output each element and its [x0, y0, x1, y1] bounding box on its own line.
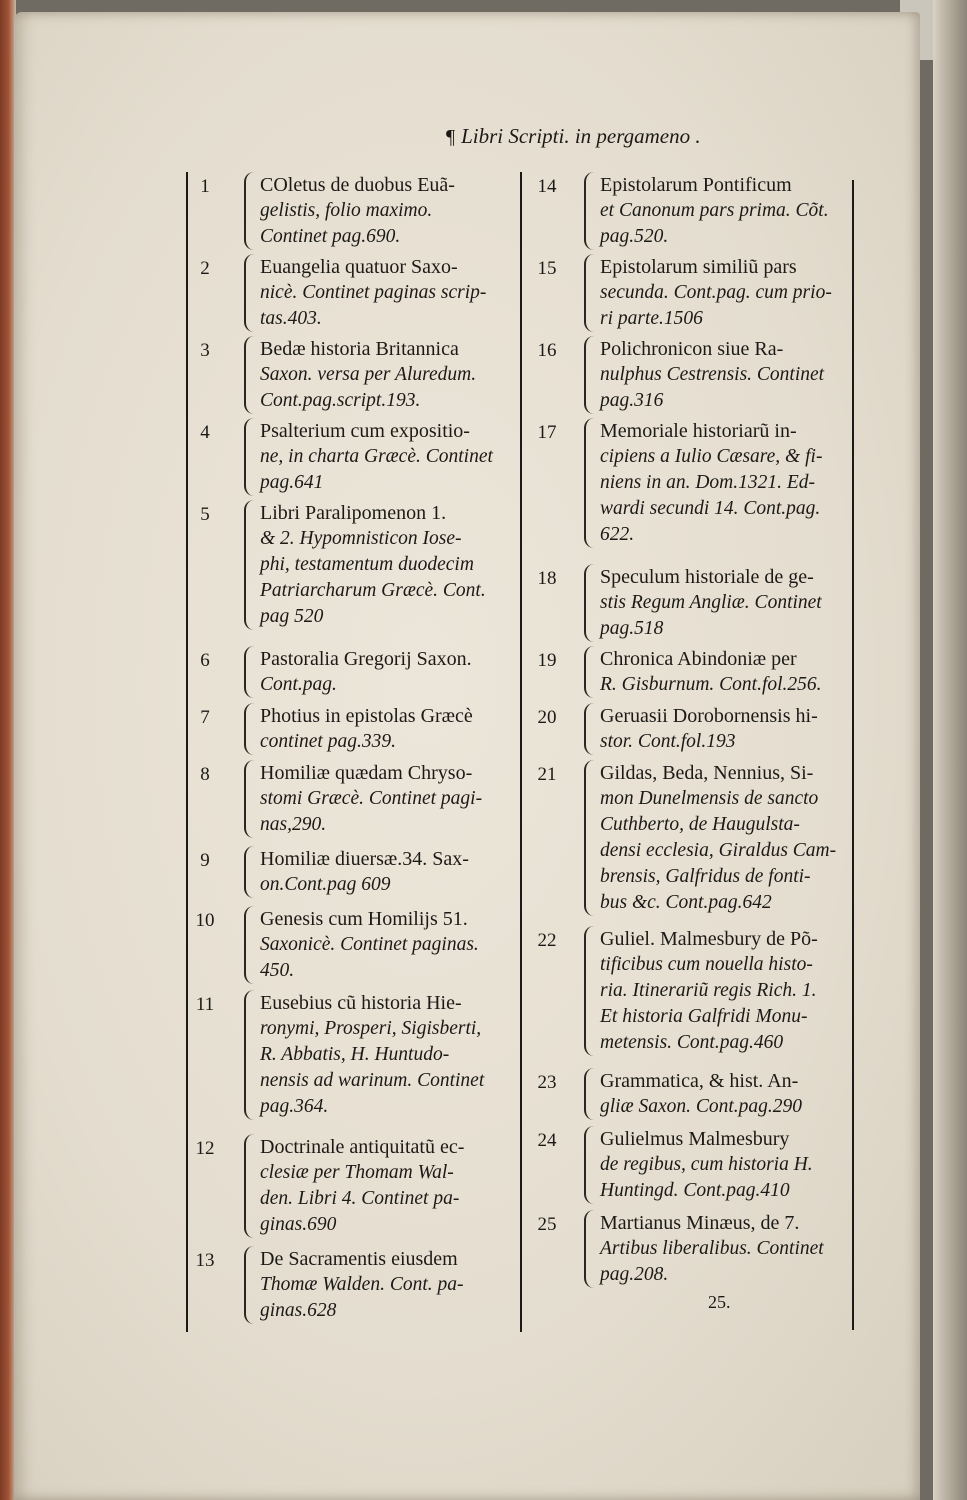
right-entry-line: Polichronicon siue Ra- [600, 338, 784, 360]
right-entry-line: Epistolarum Pontificum [600, 174, 792, 196]
right-entry-line: metensis. Cont.pag.460 [600, 1032, 784, 1053]
right-entry [584, 336, 824, 414]
left-entry-line: COletus de duobus Euã- [260, 174, 455, 196]
pilcrow-mark: ¶ [446, 126, 456, 148]
left-entry [244, 990, 484, 1120]
left-entry-number: 3 [200, 340, 210, 361]
left-entry-line: ne, in charta Græcè. Continet [260, 446, 493, 467]
middle-column-rule [520, 172, 522, 1332]
right-entry [584, 703, 818, 755]
right-entry-number: 21 [537, 764, 557, 785]
right-entry-number: 15 [537, 258, 557, 279]
right-column-rule [852, 180, 854, 1330]
left-entry [244, 172, 455, 250]
page-stack-edge [933, 0, 967, 1500]
right-entry [584, 1210, 824, 1288]
left-entry-line: R. Abbatis, H. Huntudo- [260, 1044, 450, 1065]
right-entry-number: 19 [537, 650, 557, 671]
left-entry [244, 1246, 464, 1324]
right-entry-line: stor. Cont.fol.193 [600, 731, 736, 752]
left-entry-number: 9 [200, 850, 210, 871]
right-entry-line: Cuthberto, de Haugulsta- [600, 814, 800, 835]
left-entry-number: 2 [200, 258, 210, 279]
right-entry-line: Geruasii Dorobornensis hi- [600, 705, 818, 727]
left-entry-line: Pastoralia Gregorij Saxon. [260, 648, 472, 670]
right-entry [584, 254, 832, 332]
left-entry [244, 760, 482, 838]
left-entry [244, 703, 473, 755]
left-entry [244, 254, 486, 332]
right-entry-line: gliæ Saxon. Cont.pag.290 [600, 1096, 803, 1117]
left-entry-line: Continet pag.690. [260, 226, 401, 247]
right-entry-line: R. Gisburnum. Cont.fol.256. [600, 674, 822, 695]
left-entry [244, 1134, 464, 1238]
left-entry-number: 5 [200, 504, 210, 525]
right-entry-line: Epistolarum similiũ pars [600, 256, 797, 278]
right-entry-line: secunda. Cont.pag. cum prio- [600, 282, 832, 303]
left-entry-line: 450. [260, 960, 295, 981]
right-entry-line: nulphus Cestrensis. Continet [600, 364, 825, 385]
left-entry-number: 10 [195, 910, 215, 931]
right-entry [584, 646, 822, 698]
right-entry-line: densi ecclesia, Giraldus Cam- [600, 840, 837, 861]
left-entry-line: ginas.690 [260, 1214, 337, 1235]
left-entry-line: Genesis cum Homilijs 51. [260, 908, 468, 930]
left-entry-number: 1 [200, 176, 210, 197]
right-entry-line: Speculum historiale de ge- [600, 566, 814, 588]
right-entry [584, 172, 829, 250]
left-entry-line: Bedæ historia Britannica [260, 338, 459, 360]
left-entry-line: nicè. Continet paginas scrip- [260, 282, 487, 303]
left-entry [244, 646, 472, 698]
right-entry-line: pag.520. [600, 226, 669, 247]
left-entry-line: Doctrinale antiquitatũ ec- [260, 1136, 465, 1158]
left-entry-line: Euangelia quatuor Saxo- [260, 256, 458, 278]
right-entry-number: 17 [537, 422, 557, 443]
right-entry-line: stis Regum Angliæ. Continet [600, 592, 822, 613]
right-entry-line: Gulielmus Malmesbury [600, 1128, 790, 1150]
left-entry-line: pag 520 [260, 606, 324, 627]
left-entry-line: gelistis, folio maximo. [260, 200, 433, 221]
left-entry-line: Patriarcharum Græcè. Cont. [260, 580, 486, 601]
right-entry-line: Martianus Minæus, de 7. [600, 1212, 800, 1234]
left-entry [244, 906, 479, 984]
left-entry-number: 4 [200, 422, 210, 443]
left-entry [244, 418, 493, 496]
right-entry [584, 926, 818, 1056]
right-entry-number: 25 [537, 1214, 557, 1235]
page-header [446, 124, 776, 156]
left-entry-line: tas.403. [260, 308, 322, 329]
right-entry-line: ri parte.1506 [600, 308, 703, 329]
right-entry-line: Chronica Abindoniæ per [600, 648, 797, 670]
right-entry-line: Et historia Galfridi Monu- [600, 1006, 808, 1027]
right-entry-line: Huntingd. Cont.pag.410 [600, 1180, 790, 1201]
left-entry-line: den. Libri 4. Continet pa- [260, 1188, 460, 1209]
right-entry-line: Grammatica, & hist. An- [600, 1070, 799, 1092]
right-entry-line: de regibus, cum historia H. [600, 1154, 813, 1175]
left-entry [244, 336, 476, 414]
left-entry-number: 13 [195, 1250, 215, 1271]
left-entry [244, 846, 469, 898]
left-entry-number: 8 [200, 764, 210, 785]
right-entry-number: 18 [537, 568, 557, 589]
left-entry-line: ginas.628 [260, 1300, 337, 1321]
right-entry-line: Artibus liberalibus. Continet [600, 1238, 824, 1259]
left-entry-number: 6 [200, 650, 210, 671]
right-entry-line: cipiens a Iulio Cæsare, & fi- [600, 446, 823, 467]
right-entry-number: 24 [537, 1130, 557, 1151]
left-entry-line: Homiliæ diuersæ.34. Sax- [260, 848, 469, 870]
catchword: 25. [708, 1292, 731, 1312]
right-entry-line: pag.518 [600, 618, 664, 639]
left-entry-line: Saxon. versa per Aluredum. [260, 364, 477, 385]
right-entry [584, 564, 822, 642]
left-entry-line: phi, testamentum duodecim [260, 554, 474, 575]
left-entry-line: Cont.pag. [260, 674, 337, 695]
right-entry [584, 1126, 813, 1204]
right-entry-line: bus &c. Cont.pag.642 [600, 892, 772, 913]
right-entry-line: pag.208. [600, 1264, 669, 1285]
left-entry-number: 12 [195, 1138, 215, 1159]
right-entry [584, 760, 836, 916]
left-entry-line: De Sacramentis eiusdem [260, 1248, 458, 1270]
left-entry-line: Homiliæ quædam Chryso- [260, 762, 473, 784]
right-entry-line: Guliel. Malmesbury de Põ- [600, 928, 818, 950]
left-entry-line: Psalterium cum expositio- [260, 420, 470, 442]
left-entry-line: Libri Paralipomenon 1. [260, 502, 447, 524]
right-entry-line: brensis, Galfridus de fonti- [600, 866, 811, 887]
right-entry-line: niens in an. Dom.1321. Ed- [600, 472, 816, 493]
right-entry-line: wardi secundi 14. Cont.pag. [600, 498, 821, 519]
right-entry-line: Gildas, Beda, Nennius, Si- [600, 762, 814, 784]
right-entry [584, 1068, 802, 1120]
right-entry [584, 418, 822, 548]
left-entry-line: Cont.pag.script.193. [260, 390, 421, 411]
left-entry-line: nensis ad warinum. Continet [260, 1070, 485, 1091]
right-entry-number: 14 [537, 176, 557, 197]
left-entry [244, 500, 486, 630]
left-entry-line: nas,290. [260, 814, 327, 835]
right-entry-line: mon Dunelmensis de sancto [600, 788, 819, 809]
left-entry-line: & 2. Hypomnisticon Iose- [260, 528, 462, 549]
right-entry-line: 622. [600, 524, 635, 545]
header-title: Libri Scripti. in pergameno . [461, 124, 701, 148]
left-entry-line: on.Cont.pag 609 [260, 874, 391, 895]
right-entry-line: tificibus cum nouella histo- [600, 954, 813, 975]
left-entry-line: Thomæ Walden. Cont. pa- [260, 1274, 464, 1295]
left-entry-line: clesiæ per Thomam Wal- [260, 1162, 454, 1183]
right-entry-number: 23 [537, 1072, 557, 1093]
right-entry-line: et Canonum pars prima. Cõt. [600, 200, 829, 221]
left-entry-line: pag.364. [260, 1096, 329, 1117]
right-entry-line: ria. Itinerariũ regis Rich. 1. [600, 980, 817, 1001]
right-entry-number: 20 [537, 707, 557, 728]
left-entry-line: pag.641 [260, 472, 324, 493]
left-entry-line: continet pag.339. [260, 731, 396, 752]
right-entry-number: 22 [537, 930, 557, 951]
right-entry-line: pag.316 [600, 390, 664, 411]
left-entry-line: Photius in epistolas Græcè [260, 705, 473, 727]
right-entry-line: Memoriale historiarũ in- [600, 420, 797, 442]
left-entry-line: ronymi, Prosperi, Sigisberti, [260, 1018, 482, 1039]
right-entry-number: 16 [537, 340, 557, 361]
left-entry-line: stomi Græcè. Continet pagi- [260, 788, 483, 809]
left-entry-line: Eusebius cũ historia Hie- [260, 992, 462, 1014]
left-entry-number: 7 [200, 707, 210, 728]
left-entry-number: 11 [195, 994, 215, 1015]
left-entry-line: Saxonicè. Continet paginas. [260, 934, 479, 955]
